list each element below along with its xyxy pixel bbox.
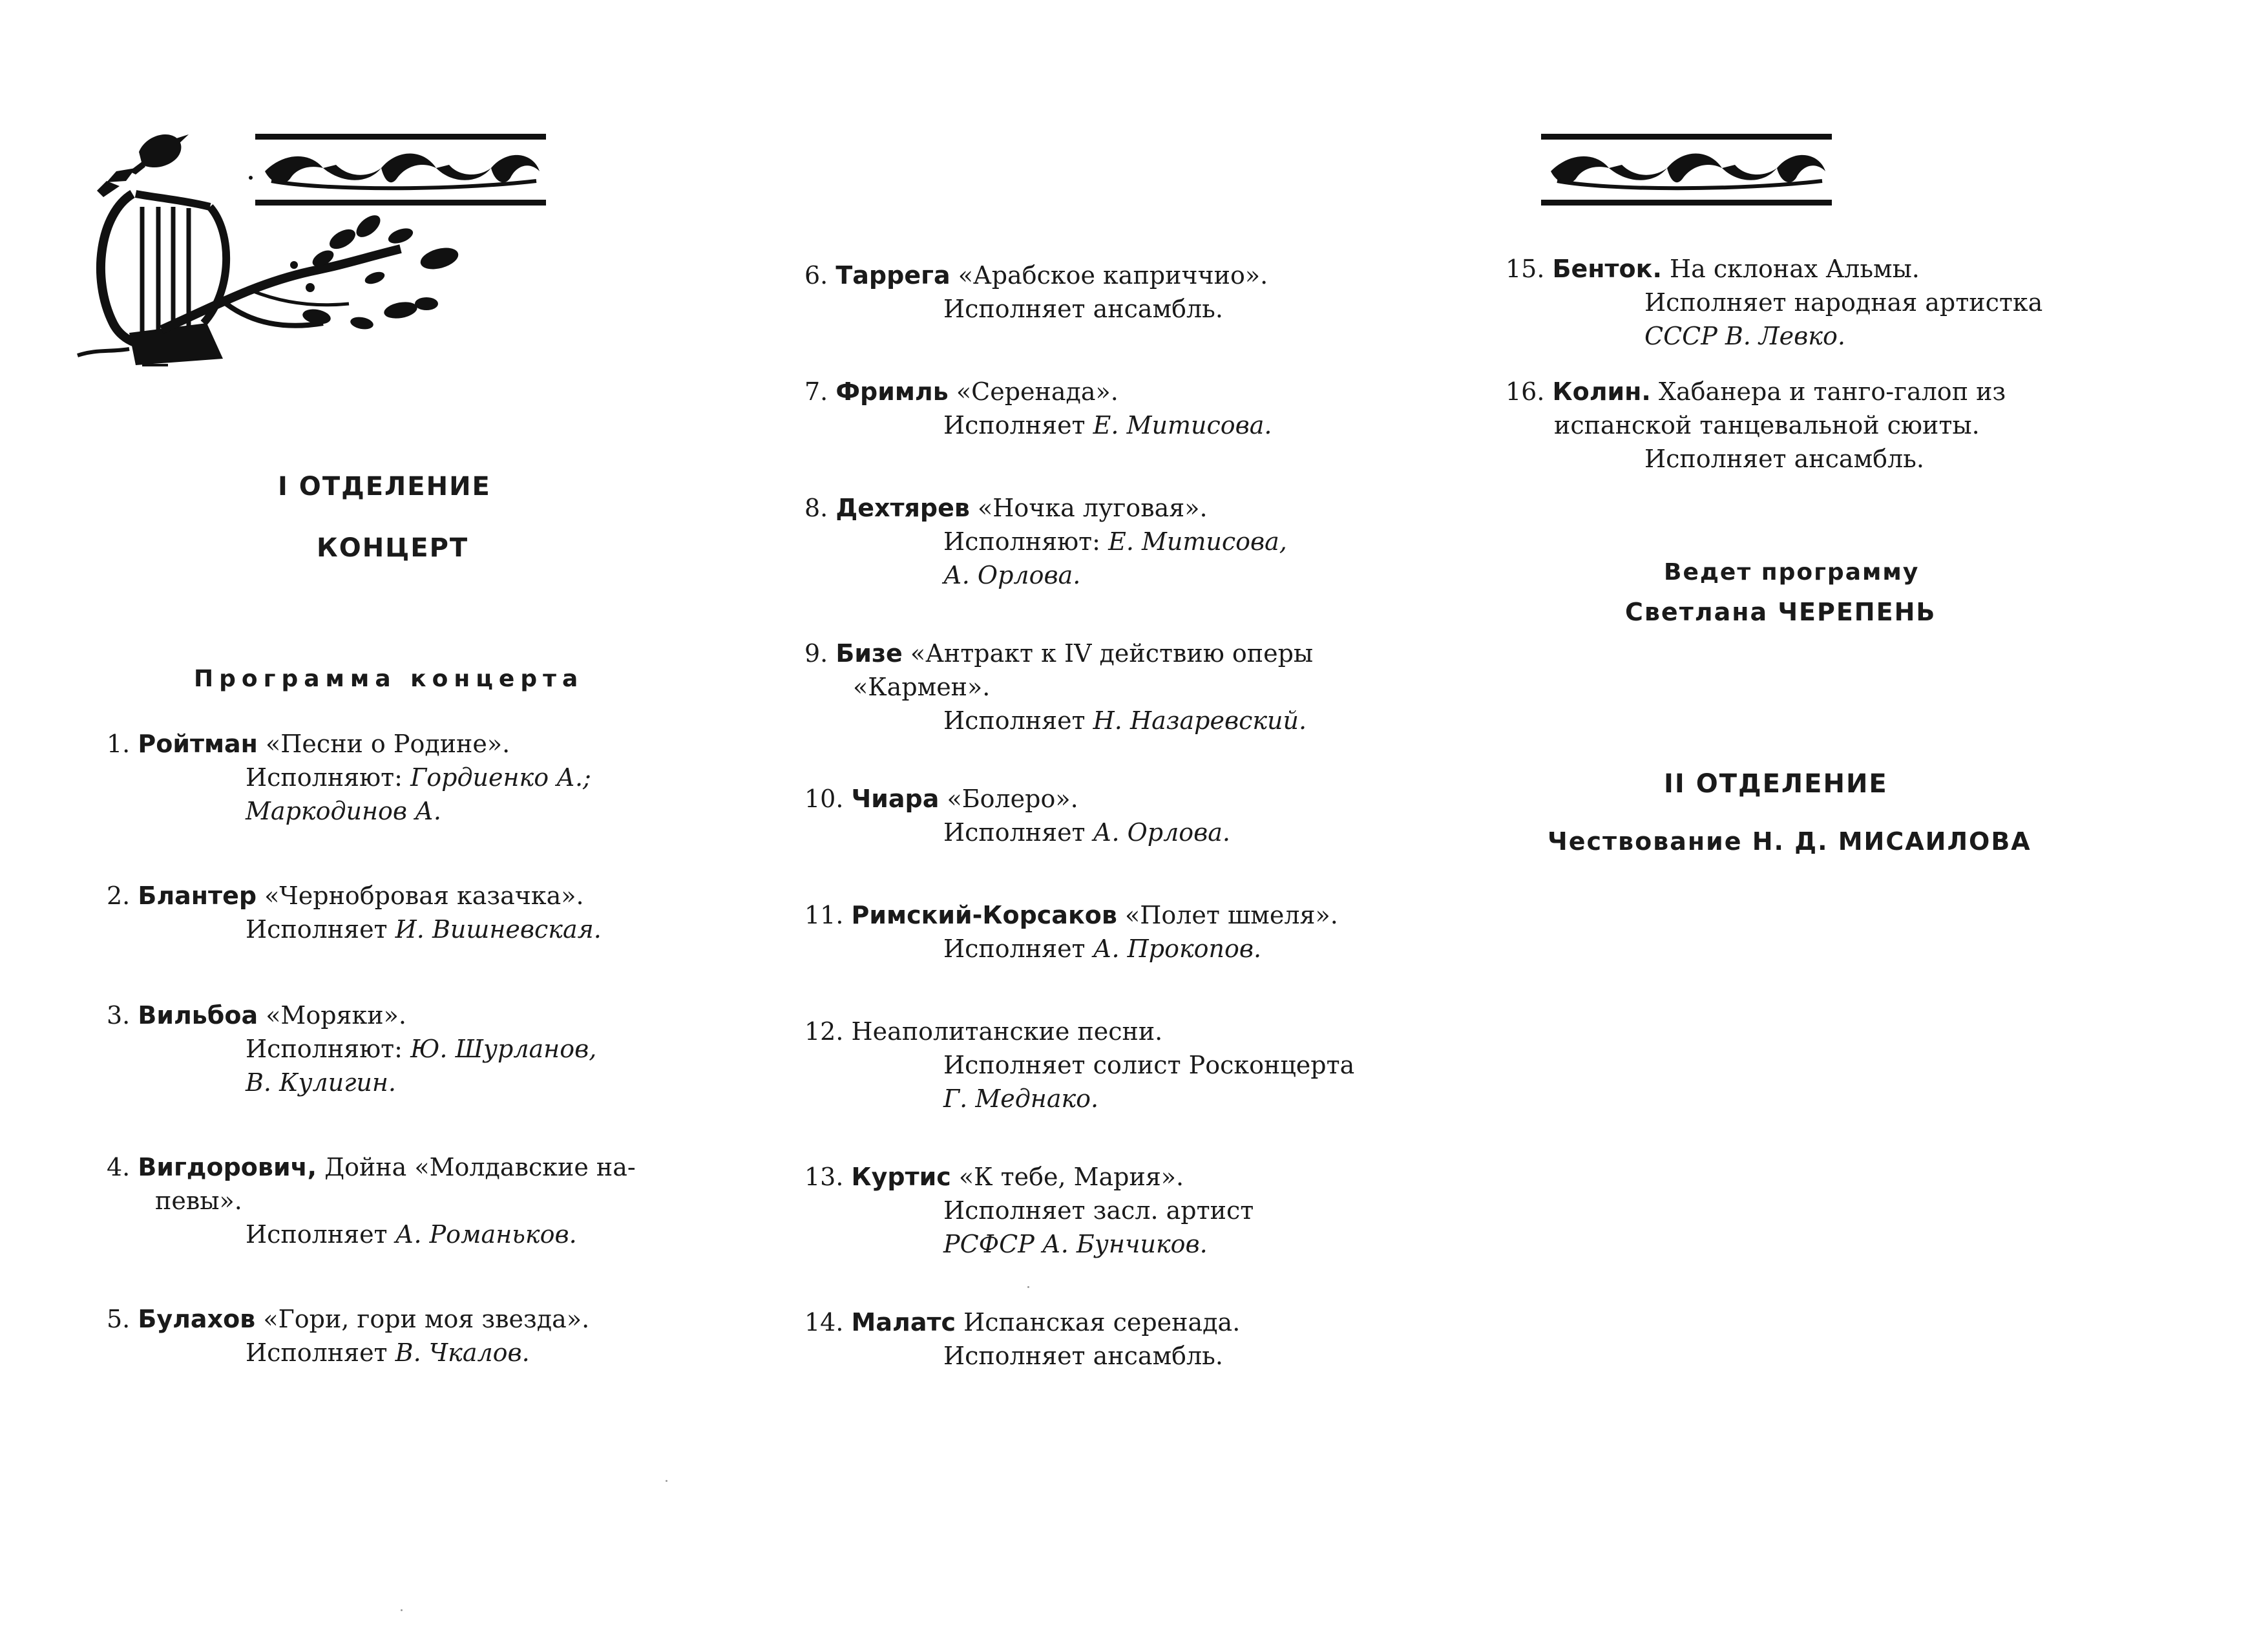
item-first-line: [1506, 255, 1920, 283]
item-work: На склонах Альмы.: [1669, 255, 1920, 283]
item-number: 7.: [804, 377, 828, 406]
host-label: Ведет программу: [1664, 559, 1920, 586]
item-performer-label: Исполняют:: [246, 763, 403, 792]
item-performer-label: Исполняет солист Росконцерта: [943, 1051, 1355, 1079]
item-performer-label: Исполняет ансамбль.: [943, 295, 1223, 323]
program-item: [107, 1302, 589, 1369]
item-first-line: [107, 730, 510, 758]
item-performer-label: Исполняет: [943, 818, 1086, 847]
part2-title: II ОТДЕЛЕНИЕ: [1664, 769, 1888, 799]
item-number: 3.: [107, 1001, 131, 1030]
program-item: [804, 491, 1287, 592]
program-item: [804, 1160, 1254, 1261]
item-performer-line: [804, 292, 1268, 326]
item-performer-line: [804, 1194, 1254, 1227]
item-performer-continued: Маркодинов А.: [246, 797, 441, 825]
item-composer: Чиара: [851, 785, 940, 813]
item-performer-line: [804, 704, 1313, 737]
item-first-line: [107, 1305, 589, 1333]
item-performer-name: Е. Митисова,: [1108, 527, 1287, 556]
item-first-line: [804, 494, 1208, 522]
item-work: «Моряки».: [266, 1001, 406, 1030]
program-item: [804, 782, 1230, 849]
item-performer-label: Исполняет ансамбль.: [1644, 445, 1924, 473]
item-performer-label: Исполняет народная артистка: [1644, 288, 2043, 317]
item-performer-label: Исполняет: [246, 1220, 388, 1249]
item-performer-name: А. Прокопов.: [1093, 935, 1262, 963]
item-performer-line: [804, 932, 1338, 966]
program-item: [804, 898, 1338, 966]
program-item: [107, 1150, 636, 1251]
item-composer: Фримль: [835, 377, 949, 406]
item-performer-label: Исполняет: [943, 706, 1086, 735]
item-work: «Ночка луговая».: [978, 494, 1208, 522]
item-composer: Блантер: [138, 882, 257, 910]
program-item: [107, 879, 602, 946]
item-performer-label: Исполняет ансамбль.: [943, 1342, 1223, 1370]
item-number: 2.: [107, 882, 131, 910]
item-first-line: [804, 785, 1078, 813]
item-number: 12.: [804, 1017, 844, 1046]
item-performer-name: Гордиенко А.;: [410, 763, 591, 792]
item-number: 13.: [804, 1163, 844, 1191]
item-performer-line: [804, 408, 1272, 442]
item-performer-line: [1506, 442, 2006, 476]
scan-speck: [1027, 1286, 1029, 1288]
item-first-line: [804, 261, 1268, 290]
item-performer-label: Исполняет: [246, 915, 388, 944]
item-composer: Бизе: [835, 639, 903, 668]
item-composer: Таррега: [835, 261, 950, 290]
part1-subtitle: КОНЦЕРТ: [317, 533, 469, 563]
item-number: 11.: [804, 901, 844, 929]
item-work: «Арабское каприччио».: [958, 261, 1268, 290]
item-performer-label: Исполняют:: [246, 1035, 403, 1063]
item-number: 14.: [804, 1308, 844, 1336]
item-work: Испанская серенада.: [963, 1308, 1241, 1336]
item-work: «Болеро».: [947, 785, 1078, 813]
item-work: «Песни о Родине».: [266, 730, 510, 758]
item-performer-name: Н. Назаревский.: [1093, 706, 1307, 735]
item-work: «Чернобровая казачка».: [264, 882, 584, 910]
item-first-line: [1506, 377, 2006, 406]
item-composer: Вигдорович,: [138, 1153, 317, 1181]
item-performer-continued: А. Орлова.: [943, 561, 1081, 589]
item-performer-line: [107, 1218, 636, 1251]
item-first-line: [107, 882, 584, 910]
item-work: «Антракт к IV действию оперы: [910, 639, 1314, 668]
item-performer-line: [804, 1048, 1354, 1082]
item-first-line: [107, 1153, 636, 1181]
item-performer-name: Ю. Шурланов,: [410, 1035, 597, 1063]
item-first-line: [804, 377, 1118, 406]
item-performer-label: Исполняет: [246, 1338, 388, 1367]
item-number: 10.: [804, 785, 844, 813]
item-composer: Римский-Корсаков: [851, 901, 1117, 929]
item-number: 8.: [804, 494, 828, 522]
item-first-line: [804, 1017, 1162, 1046]
item-performer-label: Исполняет: [943, 935, 1086, 963]
item-performer-name: И. Вишневская.: [395, 915, 602, 944]
item-performer-continued: СССР В. Левко.: [1644, 322, 1845, 350]
item-composer: Малатс: [851, 1308, 956, 1336]
item-work: Дойна «Молдавские на-: [324, 1153, 636, 1181]
host-name: Светлана ЧЕРЕПЕНЬ: [1625, 598, 1937, 626]
program-item: [107, 998, 596, 1099]
item-first-line: [804, 1308, 1240, 1336]
item-performer-name: А. Орлова.: [1093, 818, 1231, 847]
item-performer-continued: В. Кулигин.: [246, 1068, 396, 1097]
item-performer-name: А. Романьков.: [395, 1220, 577, 1249]
item-performer-name: В. Чкалов.: [395, 1338, 530, 1367]
program-item: [804, 637, 1313, 737]
scan-speck: [666, 1480, 667, 1482]
program-title: Программа концерта: [194, 666, 584, 692]
item-first-line: [804, 1163, 1184, 1191]
item-number: 16.: [1506, 377, 1545, 406]
item-number: 1.: [107, 730, 131, 758]
item-performer-line: [107, 913, 602, 946]
item-performer-continued: РСФСР А. Бунчиков.: [943, 1230, 1208, 1258]
item-work: «Гори, гори моя звезда».: [263, 1305, 590, 1333]
scan-speck: [401, 1609, 403, 1611]
item-number: 4.: [107, 1153, 131, 1181]
program-item: [804, 375, 1272, 442]
item-work: Хабанера и танго-галоп из: [1658, 377, 2006, 406]
item-composer: Булахов: [138, 1305, 256, 1333]
program-item: [1506, 375, 2006, 476]
item-performer-label: Исполняет: [943, 411, 1086, 439]
item-performer-line: [107, 761, 591, 794]
item-number: 5.: [107, 1305, 131, 1333]
item-composer: Дехтярев: [835, 494, 970, 522]
item-number: 15.: [1506, 255, 1545, 283]
item-composer: Ройтман: [138, 730, 258, 758]
item-first-line: [804, 639, 1313, 668]
item-performer-line: [107, 1336, 589, 1369]
item-work-continued: испанской танцевальной сюиты.: [1554, 411, 1980, 439]
item-performer-line: [804, 1339, 1240, 1373]
item-work-continued: «Кармен».: [853, 673, 991, 701]
item-first-line: [804, 901, 1338, 929]
item-work: «К тебе, Мария».: [958, 1163, 1184, 1191]
item-composer: Бенток.: [1552, 255, 1662, 283]
program-item: [107, 727, 591, 828]
part2-subtitle: Чествование Н. Д. МИСАИЛОВА: [1548, 827, 2032, 856]
item-performer-name: Е. Митисова.: [1093, 411, 1272, 439]
floral-ornament-band-icon: [1531, 132, 1835, 207]
item-composer: Куртис: [851, 1163, 951, 1191]
item-performer-line: [804, 816, 1230, 849]
item-first-line: [107, 1001, 406, 1030]
item-number: 6.: [804, 261, 828, 290]
item-number: 9.: [804, 639, 828, 668]
item-work: «Серенада».: [956, 377, 1118, 406]
item-composer: Вильбоа: [138, 1001, 258, 1030]
item-performer-label: Исполняет засл. артист: [943, 1196, 1254, 1225]
item-performer-line: [1506, 286, 2042, 319]
part1-title: I ОТДЕЛЕНИЕ: [278, 472, 491, 502]
item-performer-continued: Г. Меднако.: [943, 1084, 1099, 1113]
item-performer-label: Исполняют:: [943, 527, 1100, 556]
item-work: Неаполитанские песни.: [851, 1017, 1163, 1046]
program-item: [804, 1015, 1354, 1115]
program-item: [804, 259, 1268, 326]
item-work: «Полет шмеля».: [1124, 901, 1338, 929]
item-performer-line: [804, 525, 1287, 558]
item-composer: Колин.: [1552, 377, 1651, 406]
item-performer-line: [107, 1032, 596, 1066]
program-item: [804, 1305, 1240, 1373]
program-item: [1506, 252, 2042, 353]
floral-ornament-band-icon: [246, 132, 549, 207]
item-work-continued: певы».: [155, 1187, 242, 1215]
